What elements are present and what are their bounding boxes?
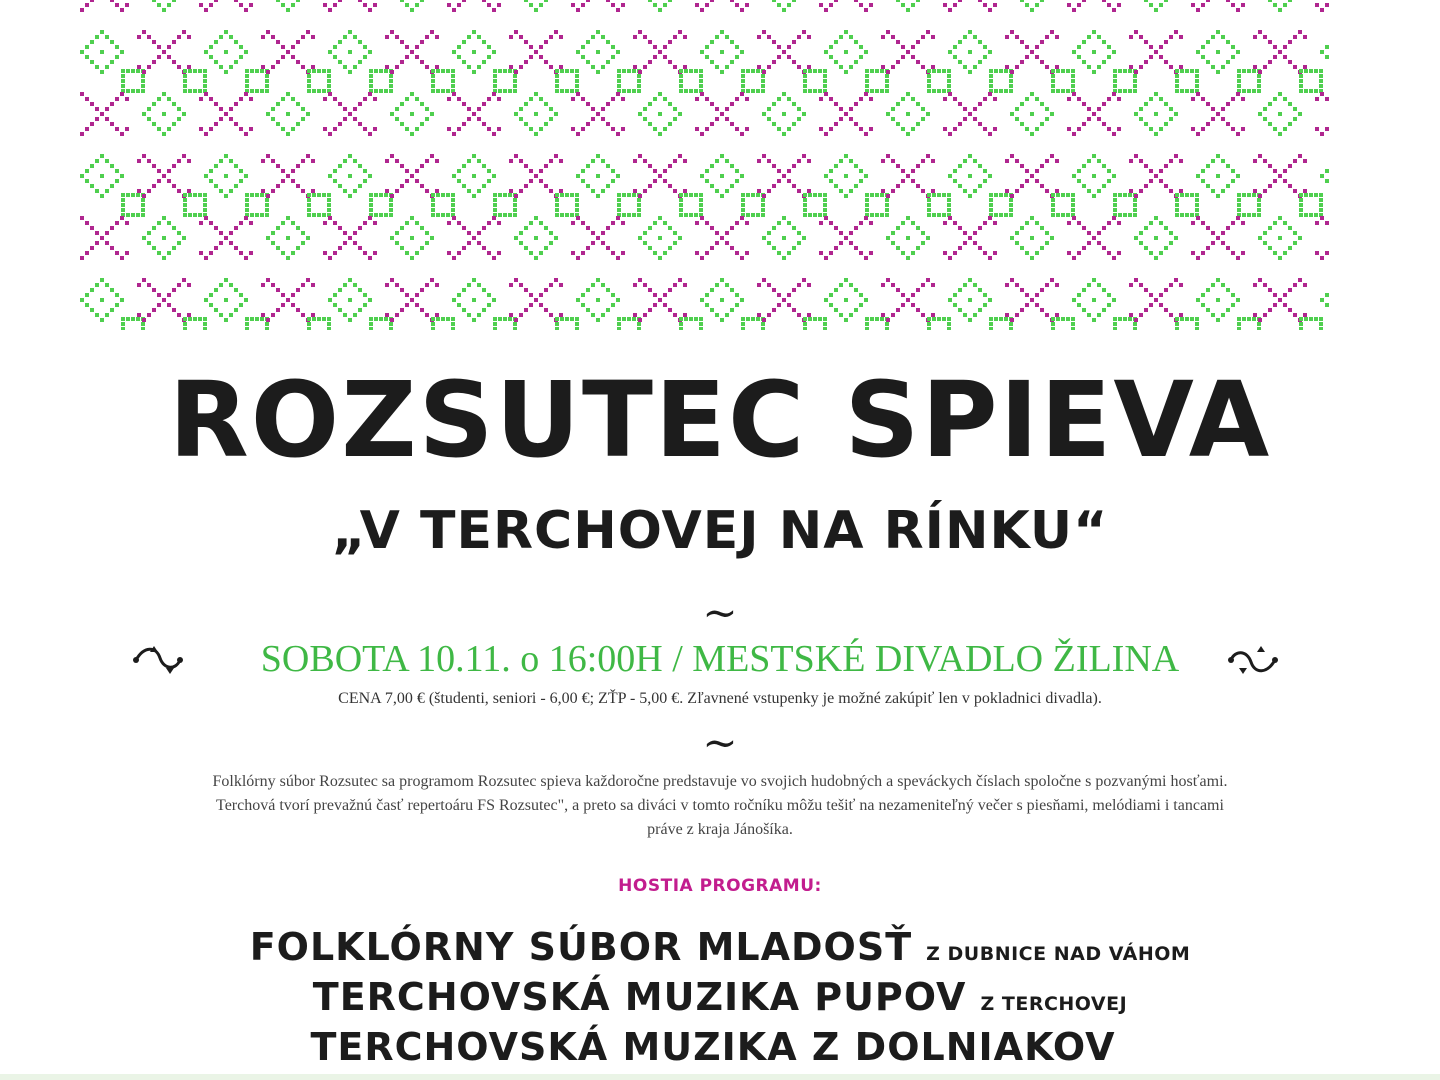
bottom-strip — [0, 1074, 1440, 1080]
poster-subtitle: „V TERCHOVEJ NA RÍNKU“ — [331, 501, 1109, 561]
guest-place: Z DUBNICE NAD VÁHOM — [926, 943, 1191, 965]
floral-ornament-icon — [1225, 640, 1281, 680]
guest-name: TERCHOVSKÁ MUZIKA PUPOV — [312, 975, 967, 1019]
event-description: Folklórny súbor Rozsutec sa programom Rozsutec spieva každoročne predstavuje vo svojich hudobných a speváckych číslach spoločne s pozvanými hosťami. Terchová tvorí prevažnú časť repertoáru FS Rozsutec", a preto sa diváci v tomto ročníku môžu tešiť na nezameniteľný večer s piesňami, melódiami i tancami práve z kraja Jánošíka. — [212, 773, 1228, 838]
tilde-divider-top: ~ — [702, 588, 738, 637]
guest-place: Z TERCHOVEJ — [980, 993, 1128, 1015]
poster-title: ROZSUTEC SPIEVA — [168, 359, 1272, 481]
ticket-price-info: CENA 7,00 € (študenti, seniori - 6,00 €; ZŤP - 5,00 €. Zľavnené vstupenky je možné zakúpiť len v pokladnici divadla). — [338, 690, 1102, 707]
event-date-venue: SOBOTA 10.11. o 16:00H / MESTSKÉ DIVADLO ŽILINA — [260, 638, 1180, 680]
folk-pattern-graphic — [80, 0, 1330, 330]
guest-entry — [0, 975, 1440, 1019]
guest-name: FOLKLÓRNY SÚBOR MLADOSŤ — [249, 925, 913, 969]
guest-name: TERCHOVSKÁ MUZIKA Z DOLNIAKOV — [310, 1025, 1116, 1069]
tilde-divider-bottom: ~ — [702, 718, 738, 767]
guest-entry — [0, 925, 1440, 969]
guest-entry — [0, 1025, 1440, 1069]
folk-pattern-band — [80, 0, 1330, 330]
guests-heading: HOSTIA PROGRAMU: — [618, 876, 822, 896]
